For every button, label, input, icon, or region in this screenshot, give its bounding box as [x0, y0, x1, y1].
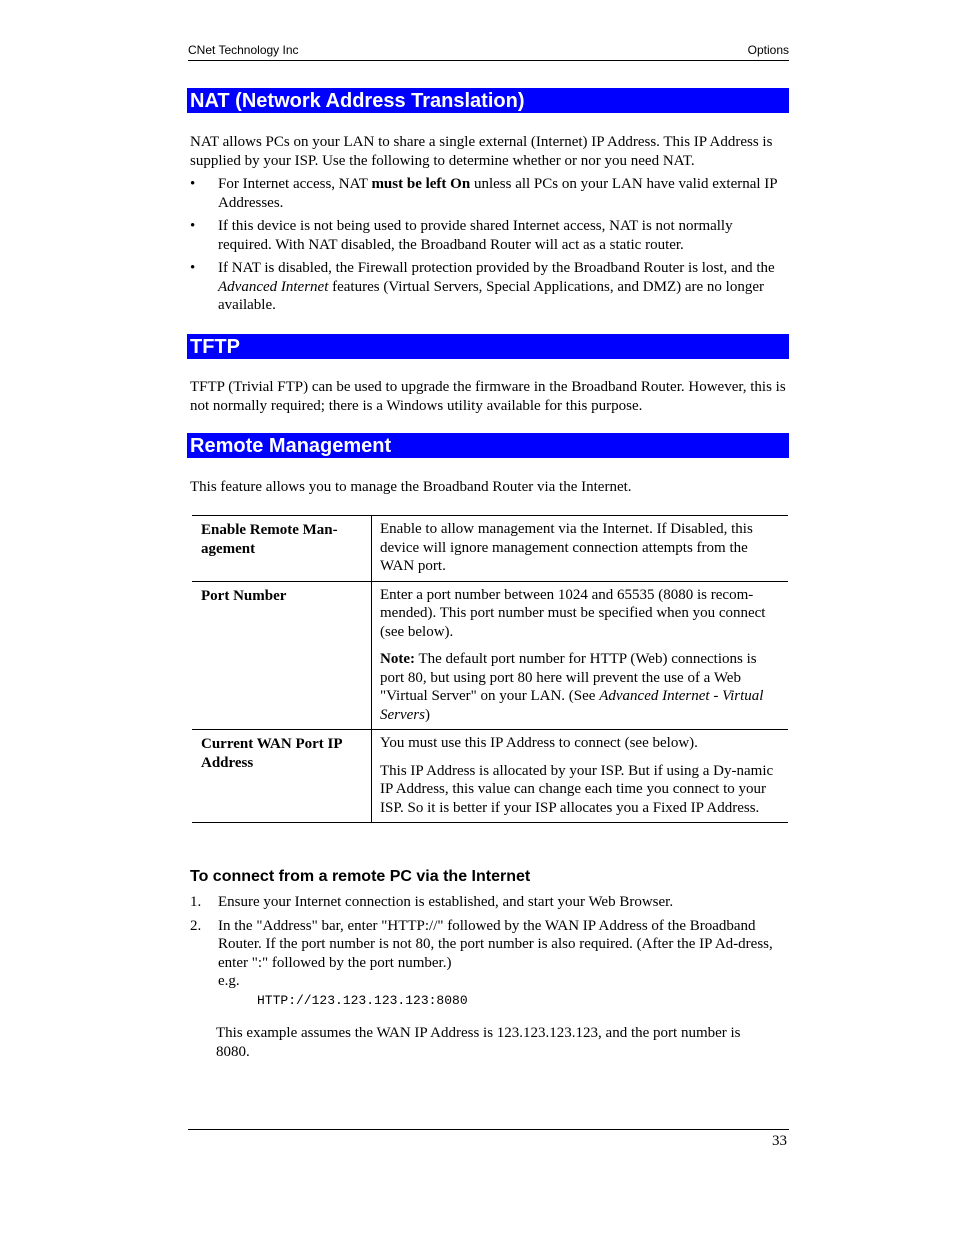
- connect-heading: To connect from a remote PC via the Internet: [190, 868, 531, 885]
- port-number-label: Port Number: [192, 581, 372, 730]
- list-item: [190, 917, 790, 1011]
- wan-ip-label: Current WAN Port IP Address: [192, 730, 372, 823]
- connect-steps: [190, 893, 790, 1015]
- remote-intro: This feature allows you to manage the Broadband Router via the Internet.: [190, 479, 632, 495]
- enable-remote-label: Enable Remote Man-agement: [192, 516, 372, 582]
- port-number-desc: Enter a port number between 1024 and 65535 (8080 is recom-mended). This port number must be specified when you connect (see below). Note: The default port number for HTTP (Web) connections is port 80, but using port 80 here will prevent the use of a Web "Virtual Server" on your LAN. (See Advanced Internet - Virtual Servers): [372, 581, 789, 730]
- options-table: [192, 515, 788, 823]
- wan-ip-desc: You must use this IP Address to connect (see below). This IP Address is allocated by your ISP. But if using a Dy-namic IP Address, this value can change each time you connect to your ISP. So it is better if your ISP allocates you a Fixed IP Address.: [372, 730, 789, 823]
- list-item: [190, 175, 790, 212]
- step-number: 1.: [190, 894, 202, 910]
- example-label: e.g.: [218, 973, 240, 989]
- bullet-text: If NAT is disabled, the Firewall protection provided by the Broadband Router is lost, and the: [218, 260, 775, 276]
- table-row: [192, 581, 788, 730]
- bullet-text: If this device is not being used to provide shared Internet access, NAT is not normally required. With NAT disabled, the Broadband Router will act as a static router.: [218, 218, 733, 253]
- list-item: [190, 893, 790, 912]
- bullet-icon: •: [190, 176, 196, 192]
- header-rule: [188, 60, 789, 61]
- header-company: CNet Technology Inc: [188, 43, 299, 57]
- nat-heading: NAT (Network Address Translation): [187, 88, 789, 113]
- table-row: [192, 516, 788, 582]
- list-item: [190, 217, 790, 254]
- bullet-icon: •: [190, 260, 196, 276]
- step-number: 2.: [190, 917, 202, 934]
- remote-heading: Remote Management: [187, 433, 789, 458]
- enable-remote-desc: Enable to allow management via the Internet. If Disabled, this device will ignore management connection attempts from the WAN port.: [372, 516, 789, 582]
- tftp-text: TFTP (Trivial FTP) can be used to upgrade the firmware in the Broadband Router. However, this is not normally required; there is a Windows utility available for this purpose.: [190, 379, 786, 414]
- port-note: Note: The default port number for HTTP (Web) connections is port 80, but using port 80 here will prevent the use of a Web "Virtual Server" on your LAN. (See Advanced Internet - Virtual Servers): [380, 651, 764, 723]
- example-url: HTTP://123.123.123.123:8080: [257, 992, 468, 1008]
- bullet-icon: •: [190, 218, 196, 234]
- page-number: 33: [772, 1133, 787, 1149]
- connect-note: This example assumes the WAN IP Address is 123.123.123.123, and the port number is 8080.: [216, 1025, 741, 1060]
- tftp-heading: TFTP: [187, 334, 789, 359]
- bullet-bold-text: must be left On: [371, 176, 471, 192]
- nat-bullets: [190, 175, 790, 320]
- step-text: In the "Address" bar, enter "HTTP://" followed by the WAN IP Address of the Broadband Router. If the port number is not 80, the port number is also required. (After the IP Ad-dress, enter ":" followed by the port number.): [218, 917, 773, 971]
- bullet-text: unless all PCs on your LAN have valid external IP Addresses.: [218, 176, 778, 211]
- list-item: [190, 259, 790, 315]
- table-row: [192, 730, 788, 823]
- bullet-italic-text: Advanced Internet: [218, 278, 329, 295]
- footer-rule: [188, 1129, 789, 1130]
- bullet-text: features (Virtual Servers, Special Applications, and DMZ) are no longer available.: [218, 278, 765, 313]
- header-section: Options: [747, 43, 789, 57]
- nat-intro: NAT allows PCs on your LAN to share a single external (Internet) IP Address. This IP Address is supplied by your ISP. Use the following to determine whether or nor you need NAT.: [190, 134, 773, 169]
- bullet-text: For Internet access, NAT: [218, 176, 372, 192]
- step-text: Ensure your Internet connection is established, and start your Web Browser.: [218, 894, 674, 910]
